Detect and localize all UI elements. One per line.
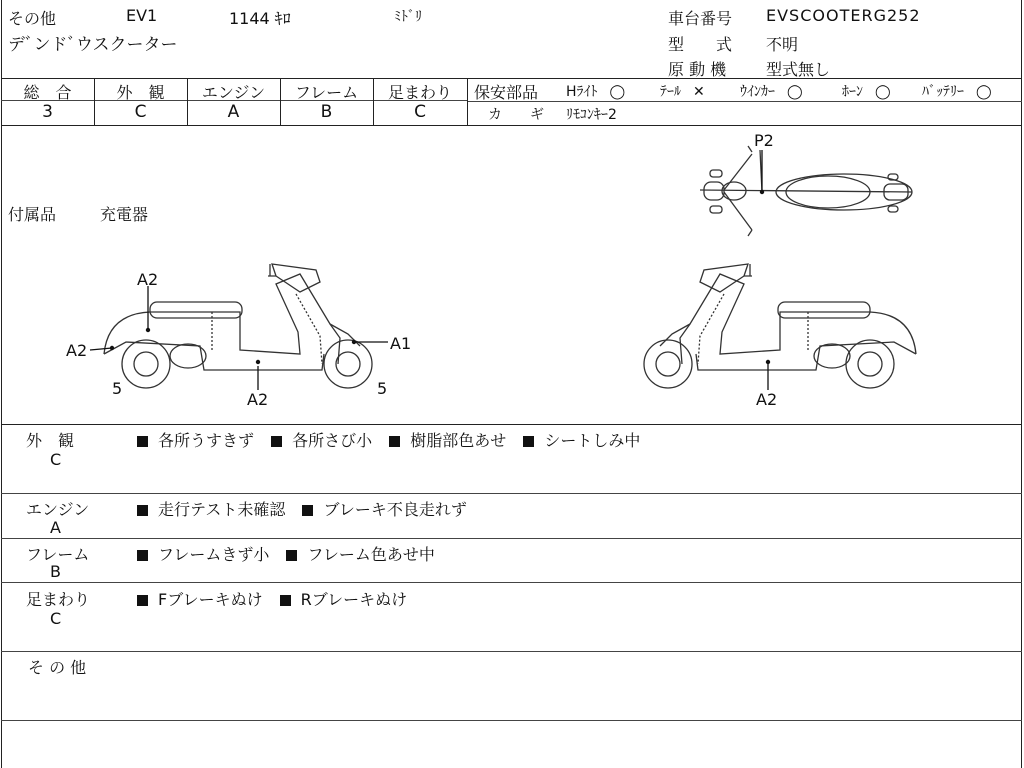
section-title-exterior: 外 観 — [26, 431, 75, 450]
battery-status-icon: ◯ — [976, 84, 992, 100]
grade-value-exterior: C — [134, 102, 147, 122]
section-title-frame: フレーム — [26, 545, 90, 564]
accessories-label: 付属品 — [8, 205, 57, 224]
safety-item-horn: ﾎｰﾝ ◯ — [842, 84, 891, 100]
section-divider-3 — [1, 582, 1022, 583]
label-a2-bottom-left: A2 — [247, 390, 269, 409]
section-divider-2 — [1, 538, 1022, 539]
grade-value-suspension: C — [414, 102, 426, 122]
safety-item-winker: ｳｲﾝｶｰ ◯ — [740, 84, 803, 100]
label-5-left: 5 — [112, 379, 123, 398]
safety-item-tail: ﾃｰﾙ ✕ — [660, 84, 705, 100]
label-a2-bottom-right: A2 — [756, 390, 778, 409]
frame-no-label: 車台番号 — [668, 9, 733, 28]
grades-top-line — [1, 78, 1022, 79]
grade-value-frame: B — [320, 102, 333, 122]
label-a2-front: A2 — [66, 341, 88, 360]
section-divider-1 — [1, 493, 1022, 494]
section-grade-engine: A — [50, 518, 61, 537]
scooter-top-view — [700, 146, 912, 236]
label-5-right: 5 — [377, 379, 388, 398]
engine-value: 型式無し — [766, 60, 831, 79]
type-value: 不明 — [766, 35, 799, 54]
engine-label: 原 動 機 — [668, 60, 727, 79]
headlight-status-icon: ◯ — [609, 84, 626, 100]
label-a2-seat: A2 — [137, 270, 159, 289]
type-label: 型 式 — [668, 35, 733, 54]
grade-label-suspension: 足まわり — [387, 83, 452, 102]
section-title-suspension: 足まわり — [26, 590, 91, 609]
section-grade-suspension: C — [50, 609, 62, 628]
label-a1: A1 — [390, 334, 412, 353]
safety-label: 保安部品 — [474, 83, 539, 102]
section-divider-4 — [1, 651, 1022, 652]
label-p2: P2 — [754, 131, 774, 150]
section-title-other: そ の 他 — [28, 658, 87, 677]
section-grade-frame: B — [50, 562, 61, 581]
tail-status-icon: ✕ — [693, 84, 705, 100]
section-items-exterior: 各所うすきず 各所さび小 樹脂部色あせ シートしみ中 — [137, 428, 640, 451]
scooter-right-view — [644, 264, 916, 388]
grade-divider-5 — [467, 78, 468, 125]
section-items-engine: 走行テスト未確認 ブレーキ不良走れず — [137, 497, 467, 520]
model-code: EV1 — [126, 6, 158, 25]
vehicle-name: デﾞンドﾞウスクーター — [8, 35, 178, 55]
key-label: カ ギ — [488, 107, 544, 123]
grade-value-overall: 3 — [42, 102, 53, 122]
grade-label-exterior: 外 観 — [116, 83, 165, 102]
mileage: 1144 ｷﾛ — [229, 9, 291, 28]
grade-label-frame: フレーム — [294, 83, 359, 102]
color-text: ﾐﾄﾞﾘ — [394, 9, 422, 25]
accessories-value: 充電器 — [100, 205, 149, 224]
section-items-suspension: Fブレーキぬけ Rブレーキぬけ — [137, 587, 407, 610]
grade-label-engine: エンジン — [201, 83, 266, 102]
section-grade-exterior: C — [50, 450, 62, 469]
safety-item-headlight: Hﾗｲﾄ ◯ — [566, 84, 626, 100]
section-title-engine: エンジン — [26, 500, 90, 519]
grade-value-engine: A — [227, 102, 240, 122]
safety-mid-line — [467, 101, 1022, 102]
safety-item-battery: ﾊﾞｯﾃﾘｰ ◯ — [922, 84, 992, 100]
frame-no-value: EVSCOOTERG252 — [766, 6, 921, 25]
grade-label-overall: 総 合 — [23, 83, 72, 102]
section-divider-5 — [1, 720, 1022, 721]
winker-status-icon: ◯ — [787, 84, 803, 100]
horn-status-icon: ◯ — [875, 84, 891, 100]
key-value: ﾘﾓｺﾝｷｰ2 — [566, 107, 617, 123]
details-top-line — [1, 424, 1022, 425]
section-items-frame: フレームきず小 フレーム色あせ中 — [137, 542, 435, 565]
category-text: その他 — [8, 9, 57, 28]
